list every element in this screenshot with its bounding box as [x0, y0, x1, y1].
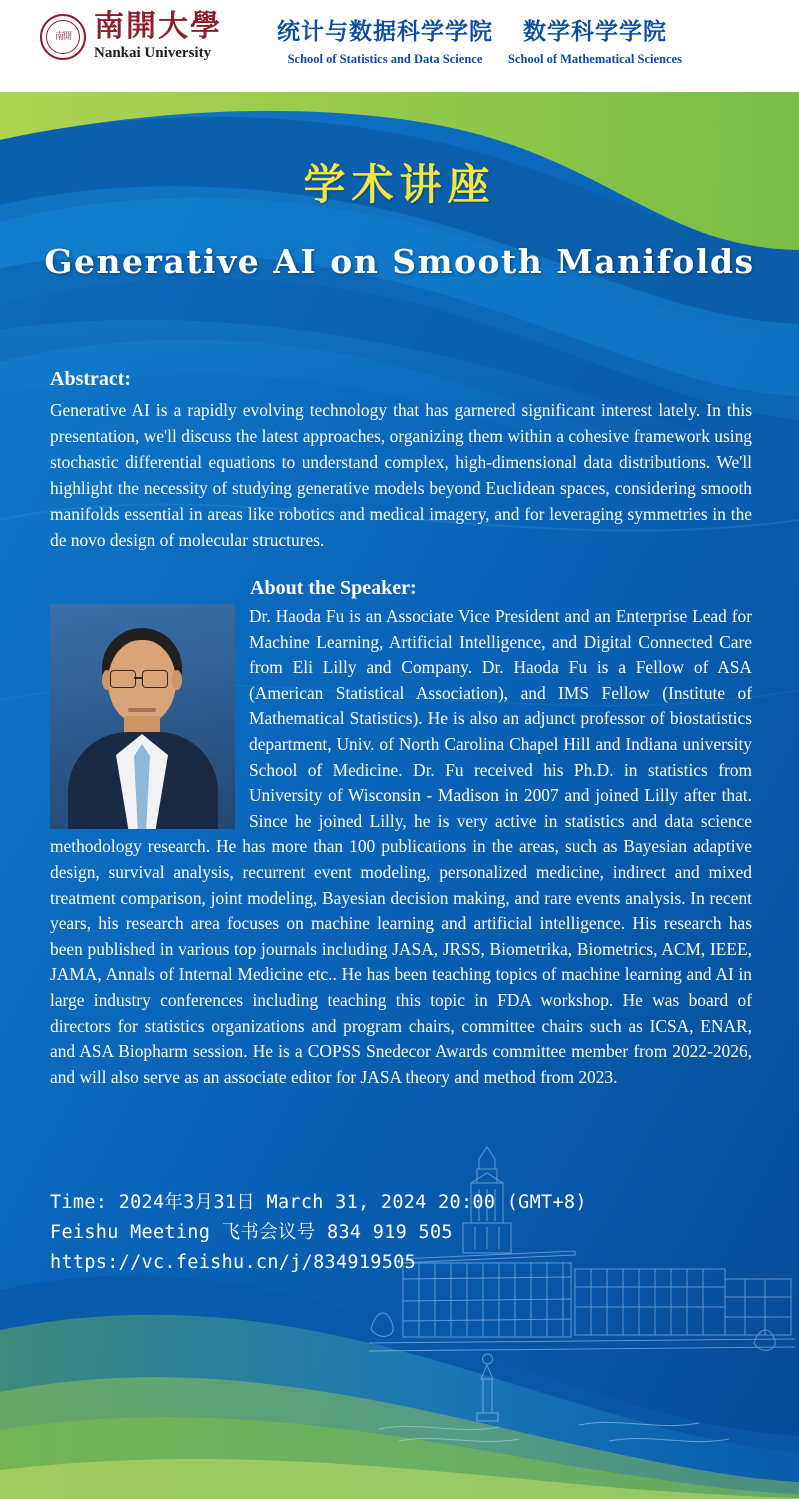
lecture-title-en: Generative AI on Smooth Manifolds: [44, 242, 755, 281]
main-content: [50, 368, 752, 1090]
speaker-photo: [50, 604, 235, 829]
lecture-series-title-cn: 学术讲座: [303, 160, 496, 209]
seal-text: 南開: [54, 31, 71, 42]
university-name-cn: 南開大學: [94, 10, 222, 43]
meeting-time: Time: 2024年3月31日 March 31, 2024 20:00 (GMT+8): [50, 1192, 587, 1213]
header-bar: [0, 0, 799, 92]
school-name-en: School of Statistics and Data Science: [287, 51, 483, 66]
school-block-mathematics: [495, 18, 695, 67]
school-name-cn: 统计与数据科学学院: [277, 19, 493, 44]
meeting-link[interactable]: https://vc.feishu.cn/j/834919505: [50, 1252, 417, 1273]
meeting-platform: Feishu Meeting 飞书会议号 834 919 505: [50, 1222, 453, 1243]
abstract-text: Generative AI is a rapidly evolving technology that has garnered significant interest lately. In this presentation, we'll discuss the latest approaches, organizing them within a cohesive framework using stochastic differential equations to understand complex, high-dimensional data distributions. We'll highlight the necessity of studying generative models beyond Euclidean spaces, considering smooth manifolds essential in areas like robotics and medical imagery, and for leveraging symmetries in the de novo design of molecular structures.: [50, 400, 752, 550]
university-seal-icon: [40, 14, 86, 60]
meeting-info: [50, 1188, 587, 1278]
university-name-en: Nankai University: [94, 45, 212, 61]
school-name-cn: 数学科学学院: [523, 19, 667, 44]
school-name-en: School of Mathematical Sciences: [508, 51, 682, 66]
abstract-heading: Abstract:: [50, 368, 132, 390]
speaker-bio-text: Dr. Haoda Fu is an Associate Vice President and an Enterprise Lead for Machine Learning, Artificial Intelligence, and Digital Connected Care from Eli Lilly and Company. Dr. Haoda Fu is a Fellow of ASA (American Statistical Association), and IMS Fellow (Institute of Mathematical Statistics). He is also an adjunct professor of biostatistics department, Univ. of North Carolina Chapel Hill and Indiana university School of Medicine. Dr. Fu received his Ph.D. in statistics from University of Wisconsin - Madison in 2007 and joined Lilly after that. Since he joined Lilly, he is very active in statistics and data science methodology research. He has more than 100 publications in the areas, such as Bayesian adaptive design, survival analysis, recurrent event modeling, personalized medicine, indirect and mixed treatment comparison, joint modeling, Bayesian decision making, and rare events analysis. In recent years, his research area focuses on machine learning and artificial intelligence. His research has been published in various top journals including JASA, JRSS, Biometrika, Biometrics, ACM, IEEE, JAMA, Annals of Internal Medicine etc.. He has been teaching topics of machine learning and AI in large industry conferences including teaching this topic in FDA workshop. He was board of directors for statistics organizations and program chairs, committee chairs such as ICSA, ENAR, and ASA Biopharm session. He is a COPSS Snedecor Awards committee member from 2022-2026, and will also serve as an associate editor for JASA theory and method from 2023.: [50, 606, 752, 1087]
speaker-heading: About the Speaker:: [250, 577, 417, 599]
university-logo: [40, 12, 222, 62]
campus-building-illustration: [359, 1129, 799, 1459]
school-block-statistics: [270, 18, 500, 67]
